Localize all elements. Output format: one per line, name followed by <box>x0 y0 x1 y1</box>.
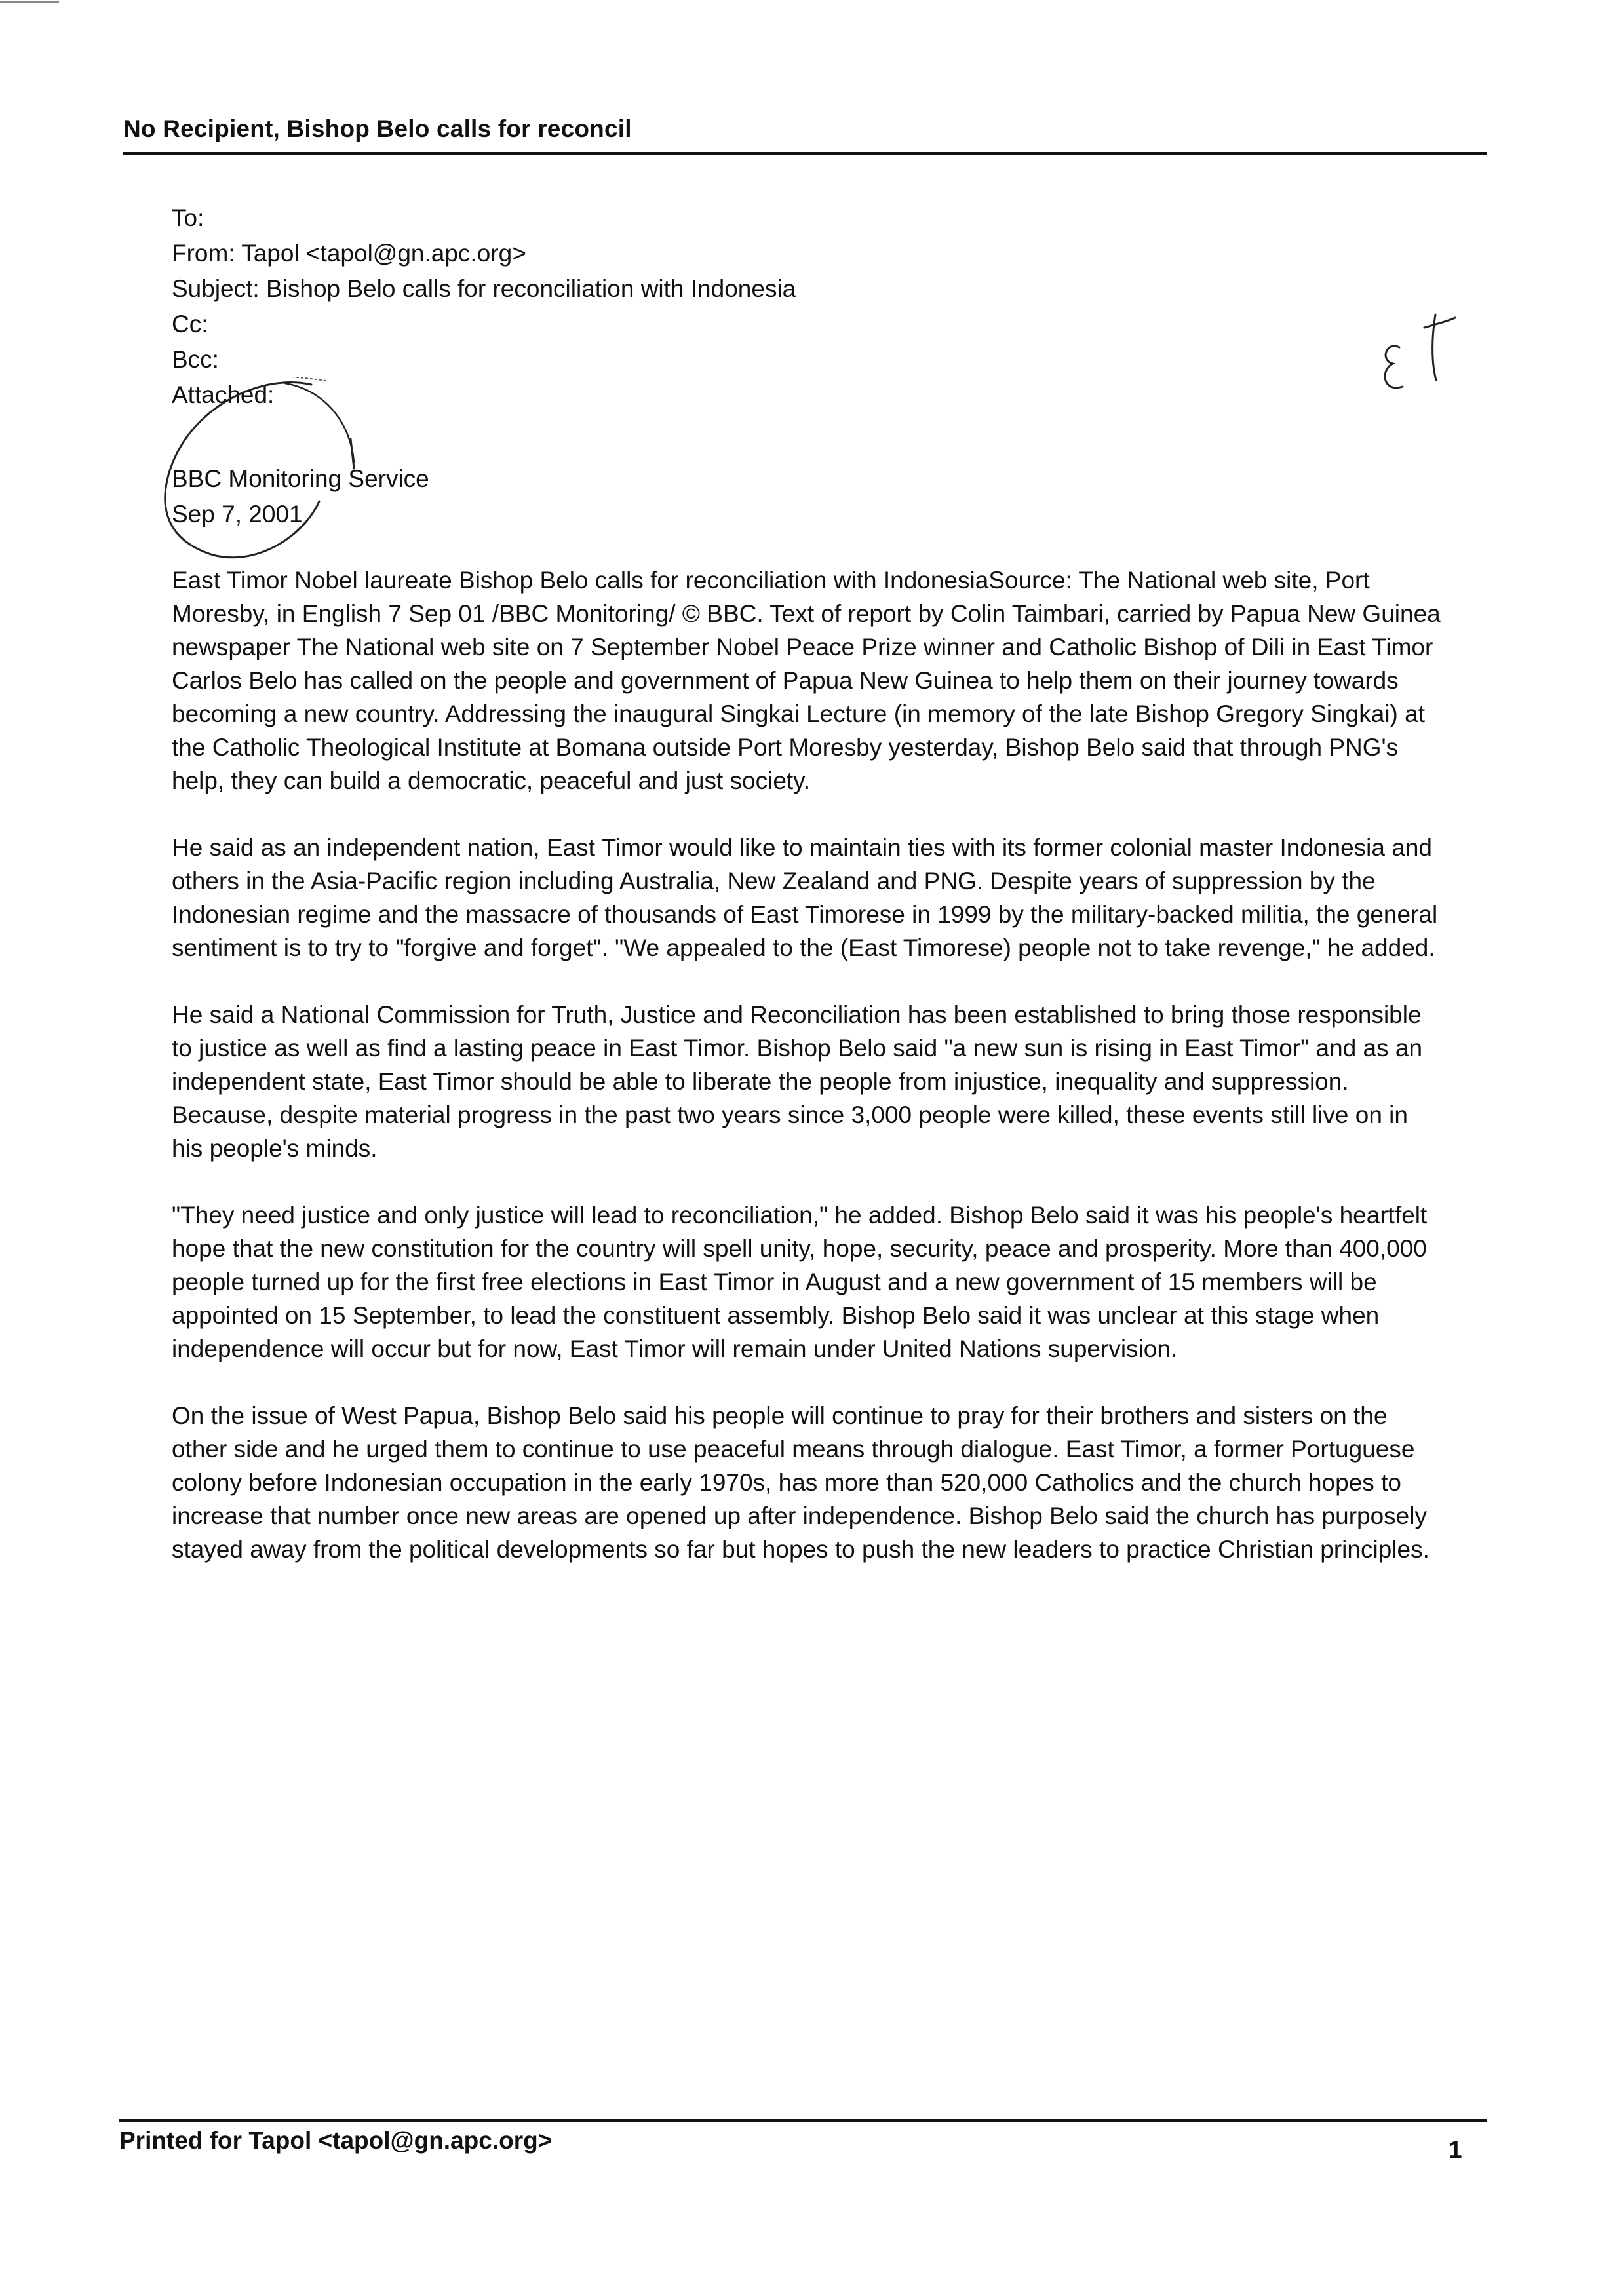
article-paragraph: He said as an independent nation, East Timor would like to maintain ties with its former colonial master Indonesia and others in the Asia-Pacific region including Australia, New Zealand and PNG. Despite years of suppression by the Indonesian regime and the massacre of thousands of East Timorese in 1999 by the military-backed militia, the general sentiment is to try to "forgive and forget". "We appealed to the (East Timorese) people not to take revenge," he added. <box>172 834 1438 961</box>
footer-divider <box>119 2119 1487 2122</box>
article-body <box>172 564 1443 1599</box>
article-paragraph: "They need justice and only justice will lead to reconciliation," he added. Bishop Belo said it was his people's heartfelt hope that the new constitution for the country will spell unity, hope, security, peace and prosperity. More than 400,000 people turned up for the first free elections in East Timor in August and a new government of 15 members will be appointed on 15 September, to lead the constituent assembly. Bishop Belo said it was unclear at this stage when independence will occur but for now, East Timor will remain under United Nations supervision. <box>172 1202 1428 1362</box>
handwritten-et-mark <box>1373 308 1471 400</box>
to-field: To: <box>172 204 204 231</box>
scan-corner-mark <box>0 1 59 3</box>
from-field: From: Tapol <tapol@gn.apc.org> <box>172 240 526 267</box>
source-agency: BBC Monitoring Service <box>172 465 429 492</box>
header-divider <box>123 152 1487 155</box>
subject-field: Subject: Bishop Belo calls for reconciliation with Indonesia <box>172 275 796 302</box>
page-number: 1 <box>1449 2136 1462 2163</box>
hand-drawn-circle-annotation <box>154 377 403 573</box>
article-paragraph: On the issue of West Papua, Bishop Belo said his people will continue to pray for their brothers and sisters on the other side and he urged them to continue to use peaceful means through dialogue. East Timor, a former Portuguese colony before Indonesian occupation in the early 1970s, has more than 520,000 Catholics and the church hopes to increase that number once new areas are opened up after independence. Bishop Belo said the church has purposely stayed away from the political developments so far but hopes to push the new leaders to practice Christian principles. <box>172 1402 1430 1563</box>
printed-for-footer: Printed for Tapol <tapol@gn.apc.org> <box>119 2127 553 2154</box>
article-paragraph: He said a National Commission for Truth, Justice and Reconciliation has been established to bring those responsible to justice as well as find a lasting peace in East Timor. Bishop Belo said "a new sun is rising in East Timor" and as an independent state, East Timor should be able to liberate the people from injustice, inequality and suppression. Because, despite material progress in the past two years since 3,000 people were killed, these events still live on in his people's minds. <box>172 1001 1423 1162</box>
article-paragraph: East Timor Nobel laureate Bishop Belo calls for reconciliation with IndonesiaSource: The National web site, Port Moresby, in English 7 Sep 01 /BBC Monitoring/ © BBC. Text of report by Colin Taimbari, carried by Papua New Guinea newspaper The National web site on 7 September Nobel Peace Prize winner and Catholic Bishop of Dili in East Timor Carlos Belo has called on the people and government of Papua New Guinea to help them on their journey towards becoming a new country. Addressing the inaugural Singkai Lecture (in memory of the late Bishop Gregory Singkai) at the Catholic Theological Institute at Bomana outside Port Moresby yesterday, Bishop Belo said that through PNG's help, they can build a democratic, peaceful and just society. <box>172 567 1441 794</box>
source-date: Sep 7, 2001 <box>172 501 303 527</box>
document-header-title: No Recipient, Bishop Belo calls for reconcil <box>123 115 632 142</box>
attached-field: Attached: <box>172 381 275 408</box>
cc-field: Cc: <box>172 311 208 337</box>
bcc-field: Bcc: <box>172 346 219 373</box>
